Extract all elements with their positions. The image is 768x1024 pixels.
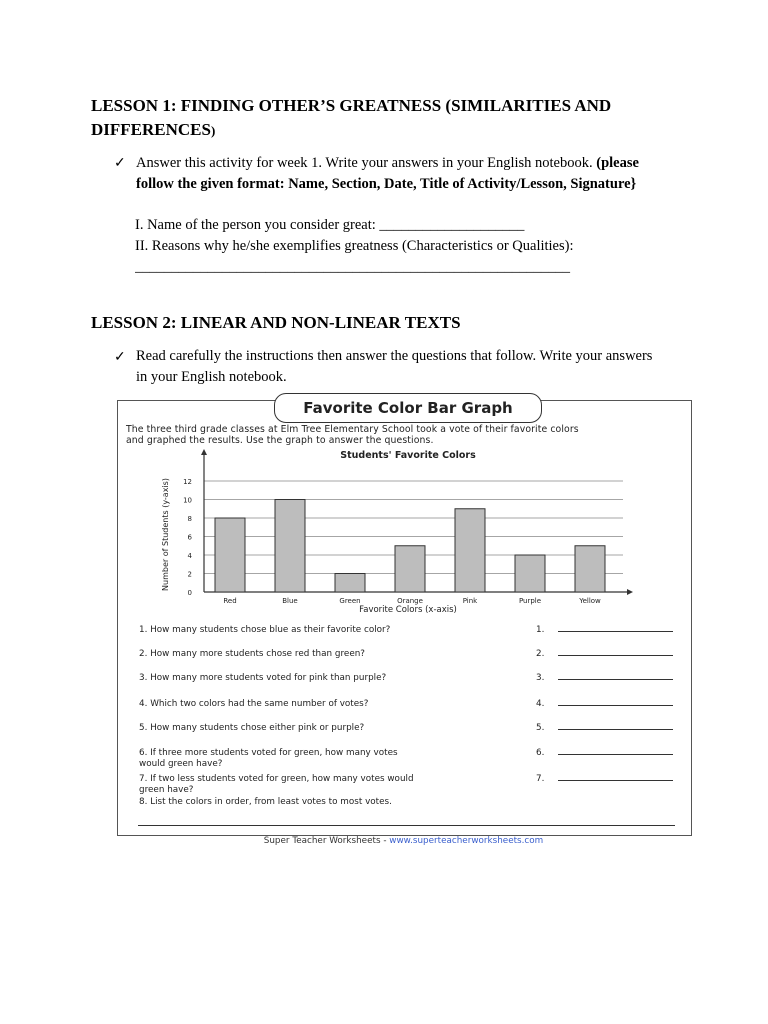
worksheet-intro (126, 424, 686, 446)
y-tick-label: 4 (187, 552, 192, 560)
worksheet-footer-wrap (117, 834, 690, 847)
x-tick-label: Yellow (579, 597, 601, 605)
y-axis-arrow (201, 449, 207, 455)
lesson2-instruction (136, 346, 696, 388)
x-axis-label: Favorite Colors (x-axis) (359, 605, 457, 615)
lesson1-instruction-plain: Answer this activity for week 1. Write your answers in your English notebook. (136, 155, 593, 171)
lesson1-heading-paren: ) (210, 123, 216, 138)
bar-green (335, 574, 365, 593)
bar-red (215, 518, 245, 592)
answer-line-6 (558, 754, 673, 755)
checkmark-icon: ✓ (114, 350, 126, 365)
answer-line-4 (558, 705, 673, 706)
question-7: 7. If two less students voted for green, how many votes would green have? (139, 774, 414, 795)
lesson1-heading-line1: LESSON 1: FINDING OTHER’S GREATNESS (SIMILARITIES AND (91, 96, 612, 115)
checkmark-icon: ✓ (114, 156, 126, 171)
bar-purple (515, 555, 545, 592)
worksheet-footer-text: Super Teacher Worksheets - (263, 836, 390, 846)
question-6: 6. If three more students voted for green, how many votes would green have? (139, 748, 398, 769)
worksheet-title: Favorite Color Bar Graph (274, 393, 542, 423)
lesson2-instruction-line2: in your English notebook. (136, 369, 287, 385)
chart-title: Students' Favorite Colors (340, 450, 476, 461)
question-1: 1. How many students chose blue as their favorite color? (139, 625, 391, 635)
question-8: 8. List the colors in order, from least votes to most votes. (139, 797, 392, 807)
y-tick-label: 10 (183, 496, 192, 505)
lesson1-instruction-bold-1: (please (596, 155, 639, 171)
answer-line-5 (558, 729, 673, 730)
x-tick-label: Blue (282, 597, 298, 605)
bar-yellow (575, 546, 605, 592)
question-number-6: 6. (536, 748, 545, 758)
worksheet-footer-url: www.superteacherworksheets.com (389, 836, 544, 846)
y-tick-label: 0 (187, 589, 192, 597)
worksheet-intro-line2: and graphed the results. Use the graph to answer the questions. (126, 435, 434, 446)
answer-line-2 (558, 655, 673, 656)
y-tick-label: 12 (183, 478, 192, 486)
bar-blue (275, 500, 305, 593)
lesson1-item1: I. Name of the person you consider great: ____________________ (135, 217, 525, 233)
x-tick-label: Green (339, 597, 361, 605)
lesson1-heading-line2-text: DIFFERENCES (91, 120, 211, 139)
answer-line-1 (558, 631, 673, 632)
question-5: 5. How many students chose either pink or purple? (139, 723, 365, 733)
x-tick-label: Red (223, 597, 237, 605)
answer-line-3 (558, 679, 673, 680)
question-number-3: 3. (536, 673, 545, 683)
answer-line-8 (138, 825, 675, 826)
x-axis-arrow (627, 589, 633, 595)
question-number-7: 7. (536, 774, 545, 784)
question-number-1: 1. (536, 625, 545, 635)
lesson1-heading-line2 (91, 118, 691, 143)
y-tick-label: 2 (187, 570, 192, 579)
x-tick-label: Orange (397, 597, 423, 605)
y-axis-label: Number of Students (y-axis) (161, 478, 170, 591)
x-tick-label: Pink (462, 597, 478, 605)
y-tick-label: 8 (187, 515, 192, 523)
bar-orange (395, 546, 425, 592)
lesson2-instruction-line1: Read carefully the instructions then answer the questions that follow. Write your answers (136, 348, 653, 364)
question-2: 2. How many more students chose red than green? (139, 649, 365, 659)
lesson1-item2-blank: ____________________________________________________________ (135, 259, 570, 275)
question-number-4: 4. (536, 699, 545, 709)
question-number-2: 2. (536, 649, 545, 659)
x-tick-label: Purple (518, 597, 542, 605)
lesson2-heading: LESSON 2: LINEAR AND NON-LINEAR TEXTS (91, 313, 461, 332)
worksheet-image (117, 400, 692, 836)
answer-line-7 (558, 780, 673, 781)
question-4: 4. Which two colors had the same number of votes? (139, 699, 369, 709)
lesson1-instruction (136, 153, 696, 195)
y-tick-label: 6 (187, 533, 192, 542)
lesson1-instruction-bold-2: follow the given format: Name, Section, Date, Title of Activity/Lesson, Signature} (136, 176, 637, 192)
lesson1-item2: II. Reasons why he/she exemplifies greatness (Characteristics or Qualities): (135, 238, 574, 254)
question-3: 3. How many more students voted for pink than purple? (139, 673, 387, 683)
lesson1-heading (91, 94, 691, 143)
worksheet-footer (117, 836, 690, 847)
worksheet-intro-line1: The three third grade classes at Elm Tree Elementary School took a vote of their favorite colors (126, 424, 579, 435)
bar-pink (455, 509, 485, 592)
question-number-5: 5. (536, 723, 545, 733)
